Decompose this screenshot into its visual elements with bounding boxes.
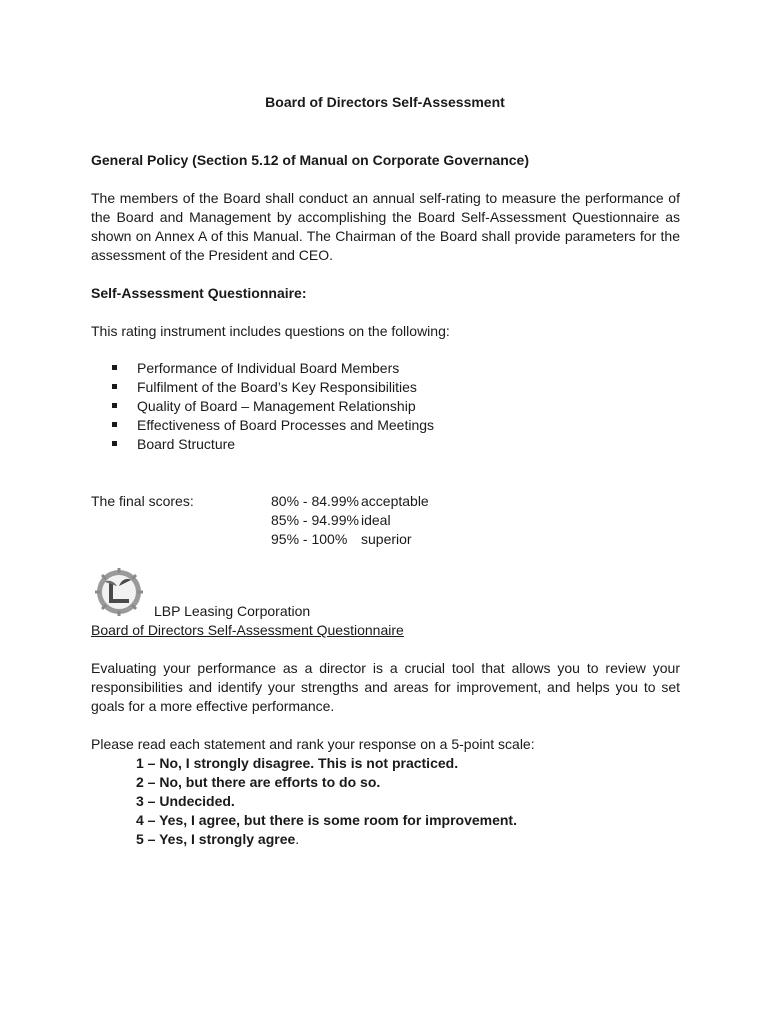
- questionnaire-form-title: [91, 621, 653, 640]
- list-item: [108, 416, 434, 435]
- scale-item: 1 – No, I strongly disagree. This is not practiced.: [136, 755, 459, 771]
- score-rating: acceptable: [361, 493, 429, 509]
- score-range: 95% - 100%: [271, 531, 348, 547]
- final-scores-label: The final scores:: [91, 493, 194, 509]
- questionnaire-heading: Self-Assessment Questionnaire:: [91, 285, 307, 301]
- score-rating: ideal: [361, 512, 391, 528]
- list-item: [108, 397, 434, 416]
- score-row: [271, 511, 391, 530]
- policy-heading: General Policy (Section 5.12 of Manual on Corporate Governance): [91, 152, 529, 168]
- scale-item-text: 5 – Yes, I strongly agree: [136, 831, 296, 847]
- scale-item: [136, 830, 299, 849]
- list-item: [108, 359, 434, 378]
- bullet-icon: [112, 365, 117, 370]
- bullet-icon: [112, 384, 117, 389]
- score-range: 85% - 94.99%: [271, 512, 359, 528]
- scale-item: 4 – Yes, I agree, but there is some room for improvement.: [136, 812, 517, 828]
- list-item: [108, 378, 434, 397]
- company-name: LBP Leasing Corporation: [154, 603, 311, 619]
- list-item-text: Effectiveness of Board Processes and Meetings: [137, 417, 435, 433]
- company-logo: [89, 568, 149, 616]
- list-item-text: Board Structure: [137, 436, 236, 452]
- scale-intro: Please read each statement and rank your response on a 5-point scale:: [91, 736, 535, 752]
- score-rating: superior: [361, 531, 412, 547]
- score-range: 80% - 84.99%: [271, 493, 359, 509]
- scale-item: 2 – No, but there are efforts to do so.: [136, 774, 381, 790]
- scale-item: 3 – Undecided.: [136, 793, 235, 809]
- form-title-text: Board of Directors Self-Assessment Questionnaire: [91, 622, 404, 638]
- document-title: Board of Directors Self-Assessment: [265, 94, 505, 110]
- list-item-text: Performance of Individual Board Members: [137, 360, 400, 376]
- list-item-text: Fulfilment of the Board’s Key Responsibilities: [137, 379, 417, 395]
- bullet-icon: [112, 403, 117, 408]
- score-row: [271, 530, 412, 549]
- list-item-text: Quality of Board – Management Relationship: [137, 398, 416, 414]
- policy-body: The members of the Board shall conduct an annual self-rating to measure the performance of the Board and Management by accomplishing the Board Self-Assessment Questionnaire as shown on Annex A of this Manual. The Chairman of the Board shall provide parameters for the assessment of the President and CEO.: [91, 190, 680, 263]
- annex-intro: Evaluating your performance as a director is a crucial tool that allows you to review your responsibilities and identify your strengths and areas for improvement, and helps you to set goals for a more effective performance.: [91, 660, 680, 714]
- questionnaire-intro: This rating instrument includes questions on the following:: [91, 323, 450, 339]
- scale-item-period: .: [295, 831, 300, 847]
- score-row: [271, 492, 429, 511]
- topic-list: [108, 359, 434, 454]
- bullet-icon: [112, 441, 117, 446]
- list-item: [108, 435, 434, 454]
- bullet-icon: [112, 422, 117, 427]
